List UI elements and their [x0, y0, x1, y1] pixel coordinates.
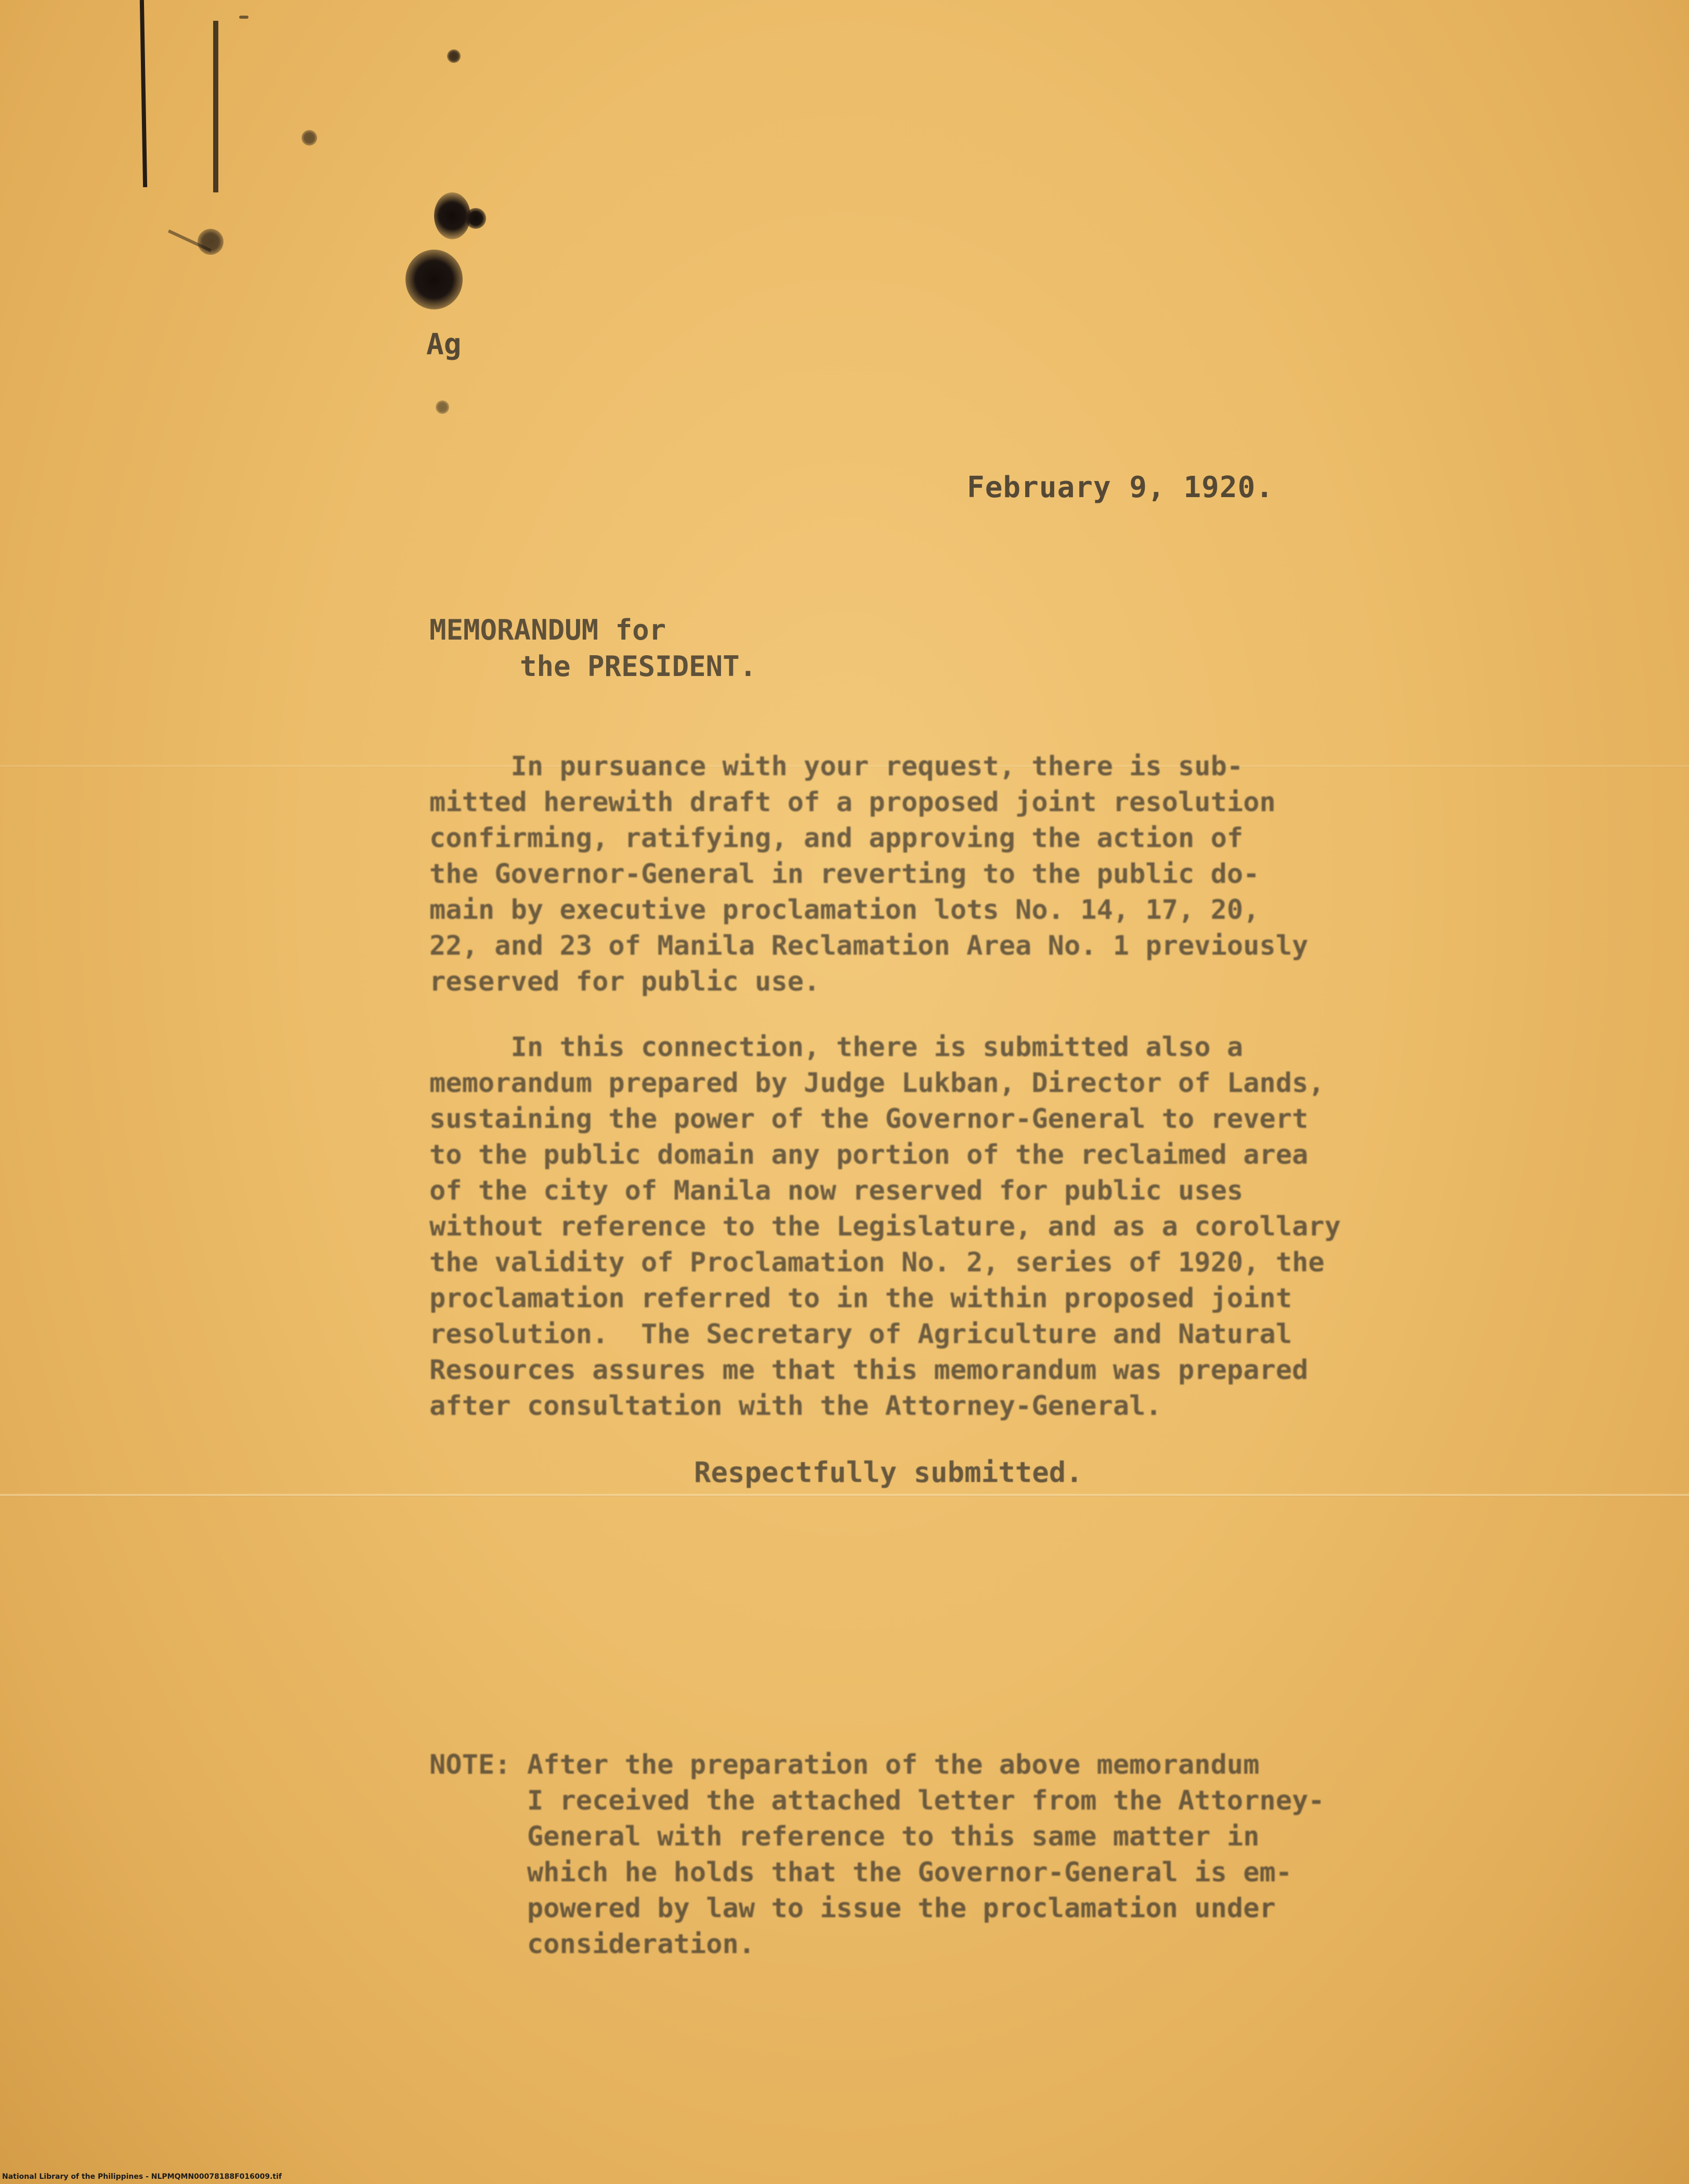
text-line: memorandum prepared by Judge Lukban, Director of Lands, [429, 1068, 1325, 1099]
memo-date: February 9, 1920. [967, 471, 1274, 504]
addressee-recipient: the PRESIDENT. [520, 650, 757, 683]
text-line: main by executive proclamation lots No. 14, 17, 20, [429, 894, 1260, 926]
text-line: resolution. The Secretary of Agriculture and Natural [429, 1319, 1292, 1350]
note-block [429, 1747, 1469, 1962]
addressee-heading: MEMORANDUM for [429, 614, 666, 646]
text-line: without reference to the Legislature, and as a corollary [429, 1211, 1341, 1242]
text-line: General with reference to this same matter in [429, 1821, 1260, 1852]
text-line: proclamation referred to in the within proposed joint [429, 1283, 1292, 1314]
text-line: consideration. [429, 1929, 755, 1960]
text-line: sustaining the power of the Governor-General to revert [429, 1103, 1308, 1135]
text-line: 22, and 23 of Manila Reclamation Area No. 1 previously [429, 930, 1308, 961]
text-line: In pursuance with your request, there is sub- [429, 751, 1243, 782]
closing-line: Respectfully submitted. [694, 1456, 1083, 1489]
archive-footer: National Library of the Philippines - NLPMQMN00078188F016009.tif [2, 2173, 282, 2181]
text-line: In this connection, there is submitted also a [429, 1032, 1243, 1063]
ink-blot [465, 208, 486, 229]
ink-blot [302, 130, 317, 146]
paragraph-connection [429, 1030, 1459, 1424]
reference-initials: Ag [426, 328, 462, 361]
text-line: which he holds that the Governor-General is em- [429, 1857, 1292, 1888]
ink-blot [198, 229, 224, 255]
text-line: the Governor-General in reverting to the public do- [429, 859, 1260, 890]
text-line: to the public domain any portion of the reclaimed area [429, 1139, 1308, 1171]
text-line: NOTE: After the preparation of the above memorandum [429, 1749, 1260, 1780]
ink-blot [405, 250, 463, 309]
text-line: the validity of Proclamation No. 2, series of 1920, the [429, 1247, 1325, 1278]
text-line: confirming, ratifying, and approving the action of [429, 823, 1243, 854]
paragraph-request [429, 749, 1459, 1000]
text-line: reserved for public use. [429, 966, 820, 997]
text-line: of the city of Manila now reserved for public uses [429, 1175, 1243, 1206]
text-line: mitted herewith draft of a proposed joint resolution [429, 787, 1276, 818]
text-line: I received the attached letter from the Attorney- [429, 1785, 1325, 1816]
ink-blot [436, 400, 449, 414]
paper-fold [0, 1493, 1689, 1497]
ink-stroke [140, 0, 147, 187]
ink-stroke [213, 21, 218, 192]
text-line: after consultation with the Attorney-General. [429, 1390, 1162, 1422]
ink-stroke [239, 16, 248, 19]
text-line: Resources assures me that this memorandum was prepared [429, 1355, 1308, 1386]
text-line: powered by law to issue the proclamation under [429, 1893, 1276, 1924]
ink-blot [447, 49, 461, 63]
